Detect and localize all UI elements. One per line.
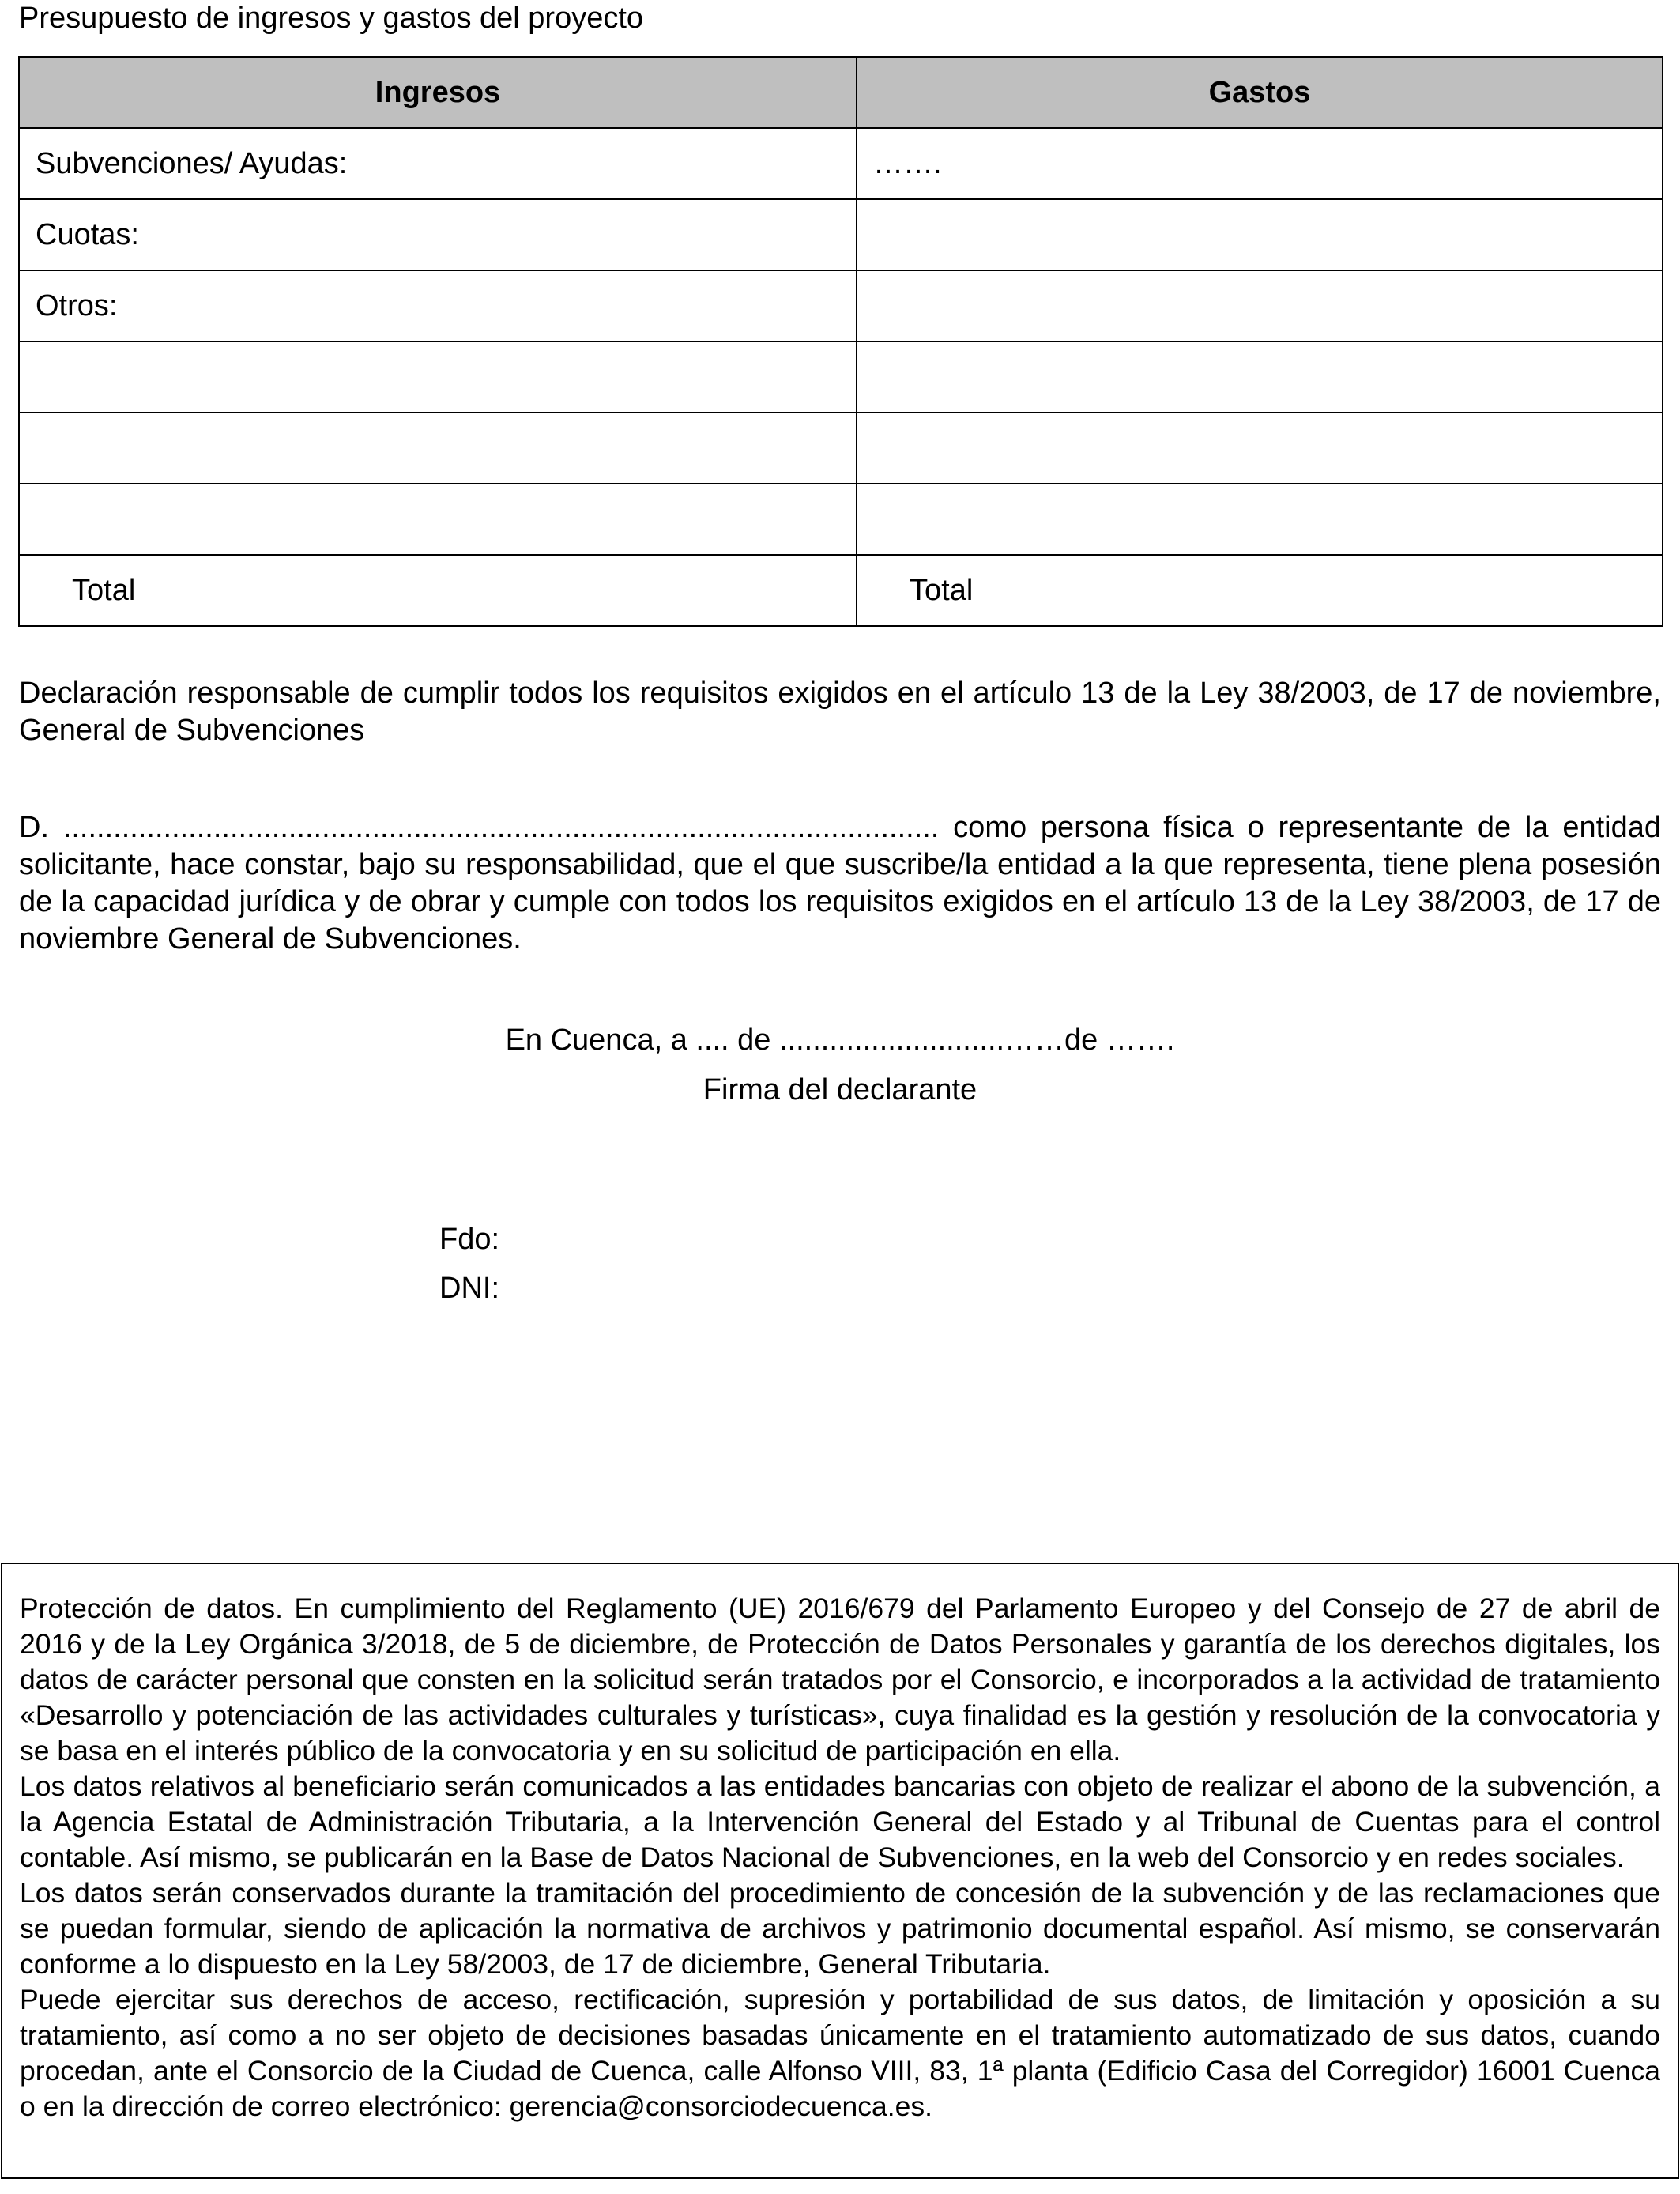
expenses-cell[interactable]: [857, 484, 1663, 555]
expenses-cell[interactable]: [857, 341, 1663, 413]
signature-label: Firma del declarante: [703, 1073, 977, 1106]
privacy-paragraph: Puede ejercitar sus derechos de acceso, rectificación, supresión y portabilidad de sus datos, de limitación y oposición a su tratamiento, así como a no ser objeto de decisiones basadas únicamente en el tratamiento automatizado de sus datos, cuando procedan, ante el Consorcio de la Ciudad de Cuenca, calle Alfonso VIII, 83, 1ª planta (Edificio Casa del Corregidor) 16001 Cuenca o en la dirección de correo electrónico: gerencia@consorciodecuenca.es.: [20, 1984, 1660, 2122]
total-row: [19, 555, 1663, 626]
privacy-notice-box: [1, 1563, 1679, 2179]
income-total[interactable]: Total: [19, 555, 857, 626]
income-header: Ingresos: [19, 57, 857, 128]
expenses-cell[interactable]: [857, 199, 1663, 270]
income-cell[interactable]: [19, 484, 857, 555]
expenses-cell[interactable]: [857, 413, 1663, 484]
privacy-paragraph: Los datos serán conservados durante la tramitación del procedimiento de concesión de la subvención y de las reclamaciones que se puedan formular, siendo de aplicación la normativa de archivos y patrimonio documental español. Así mismo, se conservarán conforme a lo dispuesto en la Ley 58/2003, de 17 de diciembre, General Tributaria.: [20, 1877, 1660, 1980]
declaration-body: D. ......................................................................................................... como persona física o representante de la entidad solicitante, hace constar, bajo su responsabilidad, que el que suscribe/la entidad a la que representa, tiene plena posesión de la capacidad jurídica y de obrar y cumple con todos los requisitos exigidos en el artículo 13 de la Ley 38/2003, de 17 de noviembre General de Subvenciones.: [19, 811, 1661, 956]
table-header-row: [19, 57, 1663, 128]
table-row: [19, 199, 1663, 270]
table-row: [19, 413, 1663, 484]
table-row: [19, 270, 1663, 341]
table-row: [19, 341, 1663, 413]
income-cell[interactable]: [19, 341, 857, 413]
income-cell[interactable]: [19, 413, 857, 484]
fdo-label: Fdo:: [439, 1223, 500, 1256]
expenses-cell[interactable]: [857, 270, 1663, 341]
income-cell[interactable]: Otros:: [19, 270, 857, 341]
table-row: [19, 128, 1663, 199]
declaration-heading: Declaración responsable de cumplir todos los requisitos exigidos en el artículo 13 de la Ley 38/2003, de 17 de noviembre, General de Subvenciones: [19, 677, 1661, 747]
place-date-line: En Cuenca, a .... de ...........................……de …….: [505, 1023, 1175, 1057]
expenses-header: Gastos: [857, 57, 1663, 128]
budget-table: [18, 56, 1663, 627]
privacy-paragraph: Protección de datos. En cumplimiento del Reglamento (UE) 2016/679 del Parlamento Europeo y del Consejo de 27 de abril de 2016 y de la Ley Orgánica 3/2018, de 5 de diciembre, de Protección de Datos Personales y garantía de los derechos digitales, los datos de carácter personal que consten en la solicitud serán tratados por el Consorcio, e incorporados a la actividad de tratamiento «Desarrollo y potenciación de las actividades culturales y turísticas», cuya finalidad es la gestión y resolución de la convocatoria y se basa en el interés público de la convocatoria y en su solicitud de participación en ella.: [20, 1593, 1660, 1766]
income-cell[interactable]: Subvenciones/ Ayudas:: [19, 128, 857, 199]
section-title: Presupuesto de ingresos y gastos del proyecto: [19, 2, 644, 35]
table-row: [19, 484, 1663, 555]
expenses-cell[interactable]: …….: [857, 128, 1663, 199]
privacy-paragraph: Los datos relativos al beneficiario serán comunicados a las entidades bancarias con objeto de realizar el abono de la subvención, a la Agencia Estatal de Administración Tributaria, a la Intervención General del Estado y al Tribunal de Cuentas para el control contable. Así mismo, se publicarán en la Base de Datos Nacional de Subvenciones, en la web del Consorcio y en redes sociales.: [20, 1770, 1660, 1873]
expenses-total[interactable]: Total: [857, 555, 1663, 626]
income-cell[interactable]: Cuotas:: [19, 199, 857, 270]
dni-label: DNI:: [439, 1272, 499, 1305]
